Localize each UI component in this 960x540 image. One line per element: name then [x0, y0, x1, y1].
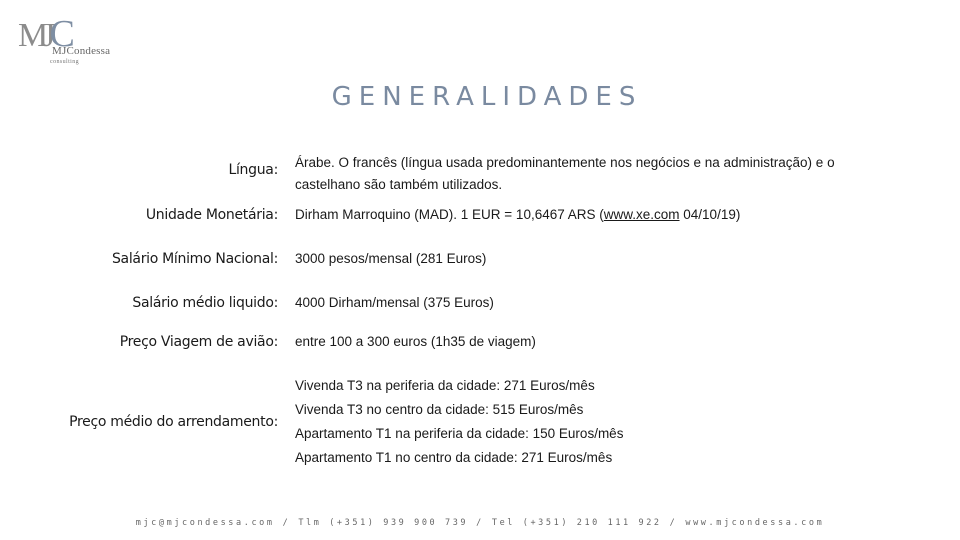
value-lingua: Árabe. O francês (língua usada predominantemente nos negócios e na administração) e o castelhano são também utilizados. — [295, 155, 835, 192]
value-salario-minimo: 3000 pesos/mensal (281 Euros) — [295, 251, 487, 266]
label-salario-medio: Salário médio liquido: — [132, 295, 278, 311]
value-salario-medio: 4000 Dirham/mensal (375 Euros) — [295, 295, 494, 310]
arrendamento-item: Apartamento T1 na periferia da cidade: 150 Euros/mês — [295, 426, 624, 441]
value-unidade-monetaria: Dirham Marroquino (MAD). 1 EUR = 10,6467 ARS (www.xe.com 04/10/19) — [295, 207, 741, 222]
label-unidade-monetaria: Unidade Monetária: — [145, 207, 278, 223]
label-preco-viagem: Preço Viagem de avião: — [119, 334, 278, 350]
footer-telephone: Tel (+351) 210 111 922 — [491, 518, 662, 528]
footer-separator: / — [669, 518, 678, 528]
logo-company-name: MJCondessa — [52, 45, 111, 57]
footer-separator: / — [476, 518, 484, 528]
footer-website[interactable]: www.mjcondessa.com — [685, 518, 825, 528]
arrendamento-item: Vivenda T3 na periferia da cidade: 271 Euros/mês — [295, 378, 595, 393]
arrendamento-item: Vivenda T3 no centro da cidade: 515 Euros/mês — [295, 402, 584, 417]
page-title: GENERALIDADES — [331, 82, 643, 112]
footer-email[interactable]: mjc@mjcondessa.com — [135, 518, 275, 528]
value-preco-viagem: entre 100 a 300 euros (1h35 de viagem) — [295, 334, 536, 349]
value-preco-arrendamento — [295, 374, 885, 470]
company-logo — [16, 14, 126, 70]
footer-contact — [0, 518, 960, 528]
footer-mobile: Tlm (+351) 939 900 739 — [298, 518, 469, 528]
footer-separator: / — [282, 518, 291, 528]
label-salario-minimo: Salário Mínimo Nacional: — [111, 251, 278, 267]
xe-link[interactable]: www.xe.com — [603, 207, 680, 222]
arrendamento-item: Apartamento T1 no centro da cidade: 271 Euros/mês — [295, 450, 613, 465]
label-lingua: Língua: — [228, 162, 278, 178]
logo-subtitle: consulting — [50, 59, 79, 65]
logo-monogram: MJC — [18, 13, 69, 55]
label-preco-arrendamento: Preço médio do arrendamento: — [69, 414, 278, 430]
